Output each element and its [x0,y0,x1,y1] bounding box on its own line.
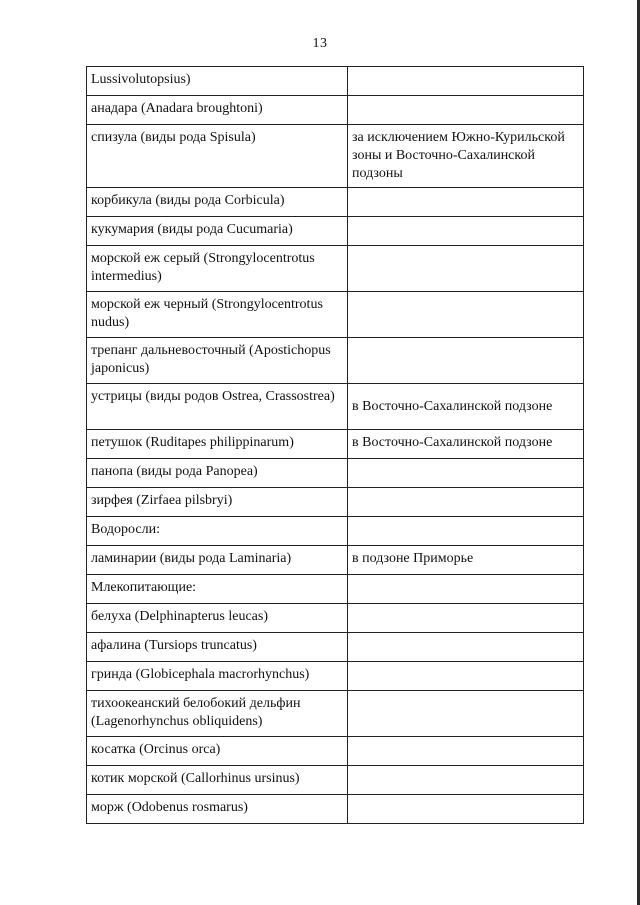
area-cell [348,488,584,517]
table-row [87,633,584,662]
area-cell [348,188,584,217]
table-row [87,67,584,96]
species-cell: устрицы (виды родов Ostrea, Crassostrea) [87,384,348,430]
table-row [87,691,584,737]
table-row [87,96,584,125]
area-cell: в подзоне Приморье [348,546,584,575]
species-cell: морской еж черный (Strongylocentrotus nudus) [87,292,348,338]
area-cell [348,292,584,338]
table-row [87,546,584,575]
area-cell [348,338,584,384]
area-cell [348,517,584,546]
table-row [87,795,584,824]
table-row [87,338,584,384]
species-cell: анадара (Anadara broughtoni) [87,96,348,125]
species-cell: зирфея (Zirfaea pilsbryi) [87,488,348,517]
table-row [87,488,584,517]
table-row [87,575,584,604]
table-row [87,292,584,338]
table-row [87,766,584,795]
table-row [87,459,584,488]
area-cell [348,575,584,604]
species-cell: морской еж серый (Strongylocentrotus intermedius) [87,246,348,292]
species-cell: морж (Odobenus rosmarus) [87,795,348,824]
area-cell [348,459,584,488]
species-cell: ламинарии (виды рода Laminaria) [87,546,348,575]
species-cell: трепанг дальневосточный (Apostichopus japonicus) [87,338,348,384]
category-heading-cell: Млекопитающие: [87,575,348,604]
table-row [87,188,584,217]
species-cell: Lussivolutopsius) [87,67,348,96]
table-row [87,246,584,292]
species-table [86,66,584,824]
species-cell: кукумария (виды рода Cucumaria) [87,217,348,246]
table-row [87,662,584,691]
species-cell: тихоокеанский белобокий дельфин (Lagenorhynchus obliquidens) [87,691,348,737]
area-cell [348,246,584,292]
area-cell [348,691,584,737]
species-cell: косатка (Orcinus orca) [87,737,348,766]
area-cell [348,795,584,824]
area-cell: в Восточно-Сахалинской подзоне [348,384,584,430]
table-row [87,217,584,246]
species-cell: гринда (Globicephala macrorhynchus) [87,662,348,691]
species-cell: спизула (виды рода Spisula) [87,125,348,188]
area-cell: в Восточно-Сахалинской подзоне [348,430,584,459]
table-row [87,517,584,546]
area-cell [348,737,584,766]
species-cell: панопа (виды рода Panopea) [87,459,348,488]
table-row [87,384,584,430]
table-row [87,125,584,188]
area-cell [348,766,584,795]
area-cell [348,96,584,125]
table-row [87,604,584,633]
species-cell: петушок (Ruditapes philippinarum) [87,430,348,459]
species-cell: афалина (Tursiops truncatus) [87,633,348,662]
area-cell: за исключением Южно-Курильской зоны и Восточно-Сахалинской подзоны [348,125,584,188]
table-row [87,737,584,766]
page-number: 13 [312,36,328,51]
area-cell [348,217,584,246]
area-cell [348,67,584,96]
category-heading-cell: Водоросли: [87,517,348,546]
area-cell [348,604,584,633]
area-cell [348,662,584,691]
species-cell: котик морской (Callorhinus ursinus) [87,766,348,795]
species-cell: белуха (Delphinapterus leucas) [87,604,348,633]
area-cell [348,633,584,662]
species-cell: корбикула (виды рода Corbicula) [87,188,348,217]
table-row [87,430,584,459]
